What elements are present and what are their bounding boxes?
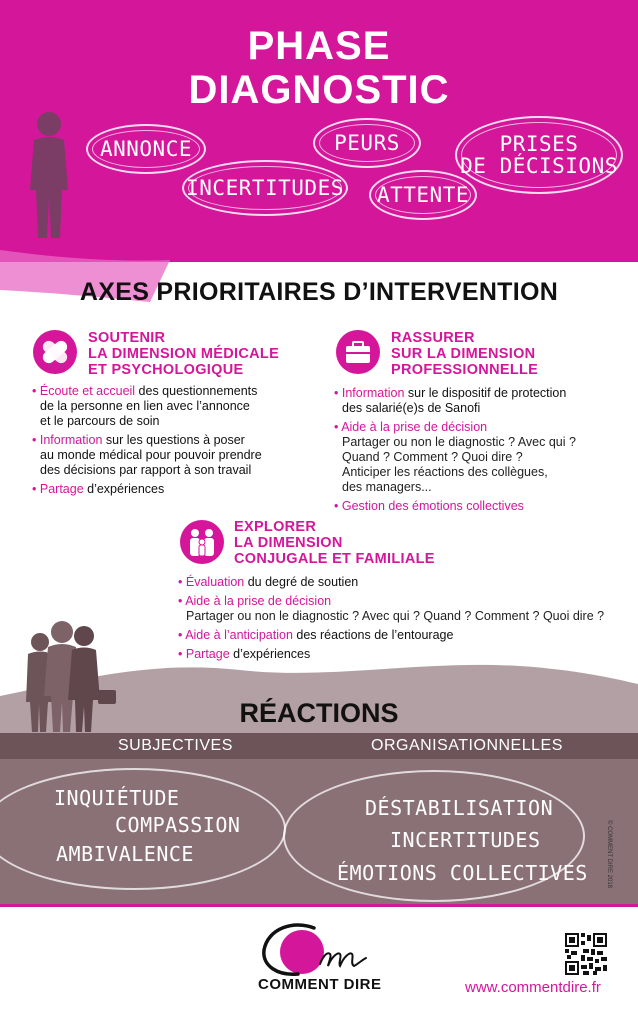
page-title-line1: PHASE	[247, 24, 391, 68]
reaction-compassion: COMPASSION	[115, 813, 241, 837]
item-cont: des décisions par rapport à son travail	[40, 463, 252, 477]
item-text: sur les questions à poser	[102, 433, 245, 447]
item-cont: des managers...	[342, 480, 432, 494]
family-title-line1: EXPLORER	[234, 519, 317, 535]
family-icon	[180, 520, 224, 564]
item-cont: de la personne en lien avec l’annonce	[40, 399, 250, 413]
medical-icon-circle	[33, 330, 77, 374]
briefcase-icon	[336, 330, 380, 374]
medical-axis-title	[88, 330, 279, 378]
item-cont: Anticiper les réactions des collègues,	[342, 465, 548, 479]
item-key: Gestion des émotions collectives	[341, 499, 524, 513]
person-silhouette-icon	[26, 110, 72, 238]
professional-title-line1: RASSURER	[391, 330, 475, 346]
item-key: Information	[341, 386, 405, 400]
medical-title-line2: LA DIMENSION MÉDICALE	[88, 346, 280, 362]
family-title-line3: CONJUGALE ET FAMILIALE	[234, 551, 435, 567]
item-cont: Partager ou non le diagnostic ? Avec qui ? Quand ? Comment ? Quoi dire ?	[186, 609, 605, 623]
item-key: Partage	[185, 647, 230, 661]
keyword-prises-label: PRISES	[499, 132, 579, 156]
logo-text: COMMENT DIRE	[258, 976, 382, 993]
item-key: Écoute et accueil	[39, 384, 136, 398]
footer-website-link[interactable]: www.commentdire.fr	[465, 979, 601, 996]
medical-list	[32, 384, 322, 501]
list-item: • Information sur le dispositif de protection des salarié(e)s de Sanofi	[334, 386, 624, 416]
reactions-title: RÉACTIONS	[239, 698, 399, 728]
subjective-label: SUBJECTIVES	[118, 737, 233, 754]
comment-dire-logo-icon	[254, 918, 384, 978]
list-item: • Écoute et accueil des questionnements de la personne en lien avec l’annonce et le parcours de soin	[32, 384, 322, 429]
item-key: Aide à la prise de décision	[341, 420, 488, 434]
item-cont: des salarié(e)s de Sanofi	[342, 401, 481, 415]
keyword-attente-label: ATTENTE	[376, 183, 469, 207]
keyword-de-decisions-label: DE DÉCISIONS	[460, 154, 618, 178]
item-text: du degré de soutien	[244, 575, 359, 589]
item-text: des réactions de l’entourage	[292, 628, 454, 642]
item-key: Information	[39, 433, 103, 447]
reaction-destabilisation: DÉSTABILISATION	[365, 796, 554, 820]
professional-title-line3: PROFESSIONNELLE	[391, 362, 539, 378]
item-cont: Quand ? Comment ? Quoi dire ?	[342, 450, 523, 464]
list-item: • Partage d’expériences	[32, 482, 165, 496]
professional-axis-title	[391, 330, 538, 378]
family-icon-circle	[180, 520, 224, 564]
list-item: • Évaluation du degré de soutien	[178, 575, 359, 589]
keyword-attente	[369, 170, 477, 220]
professional-list	[334, 386, 624, 518]
item-key: Partage	[39, 482, 84, 496]
list-item: • Aide à la prise de décision Partager ou non le diagnostic ? Avec qui ? Quand ? Comment ? Quoi dire ?	[178, 594, 628, 624]
keyword-incertitudes	[182, 160, 348, 216]
reaction-inquietude: INQUIÉTUDE	[54, 786, 180, 810]
qr-code-icon	[565, 933, 607, 975]
list-item: • Information sur les questions à poser au monde médical pour pouvoir prendre des décisions par rapport à son travail	[32, 433, 322, 478]
medical-title-line3: ET PSYCHOLOGIQUE	[88, 362, 244, 378]
item-cont: Partager ou non le diagnostic ? Avec qui ?	[342, 435, 576, 449]
header-wave	[0, 232, 638, 322]
item-key: Aide à l’anticipation	[185, 628, 293, 642]
item-cont: au monde médical pour pouvoir prendre	[40, 448, 262, 462]
organisational-label: ORGANISATIONNELLES	[371, 737, 563, 754]
list-item: • Aide à la prise de décision Partager ou non le diagnostic ? Avec qui ? Quand ? Comment ? Quoi dire ? Anticiper les réactions des collègues, des managers...	[334, 420, 624, 495]
family-title-line2: LA DIMENSION	[234, 535, 343, 551]
item-key: Évaluation	[185, 575, 245, 589]
list-item: • Gestion des émotions collectives	[334, 499, 524, 513]
axes-title: AXES PRIORITAIRES D’INTERVENTION	[79, 278, 559, 306]
keyword-annonce-label: ANNONCE	[99, 137, 192, 161]
keyword-peurs-label: PEURS	[334, 131, 400, 155]
keyword-incertitudes-label: INCERTITUDES	[186, 176, 344, 200]
reaction-ambivalence: AMBIVALENCE	[56, 842, 194, 866]
bandage-icon	[33, 330, 77, 374]
professional-title-line2: SUR LA DIMENSION	[391, 346, 536, 362]
family-axis-title	[234, 519, 435, 567]
keyword-annonce	[86, 124, 206, 174]
item-text: d’expériences	[83, 482, 165, 496]
footer-divider	[0, 904, 638, 907]
item-text: des questionnements	[135, 384, 258, 398]
item-text: sur le dispositif de protection	[404, 386, 567, 400]
item-text: d’expériences	[229, 647, 311, 661]
medical-title-line1: SOUTENIR	[88, 330, 166, 346]
list-item: • Aide à l’anticipation des réactions de l’entourage	[178, 628, 454, 642]
keyword-prises-de-decisions	[455, 116, 623, 194]
page-title-line2: DIAGNOSTIC	[188, 68, 450, 112]
item-key: Aide à la prise de décision	[185, 594, 332, 608]
copyright-text: © COMMENT DIRE 2018	[606, 820, 612, 888]
reaction-incertitudes: INCERTITUDES	[390, 828, 541, 852]
keyword-peurs	[313, 118, 421, 168]
list-item: • Partage d’expériences	[178, 647, 311, 661]
item-cont: et le parcours de soin	[40, 414, 160, 428]
reaction-emotions-collectives: ÉMOTIONS COLLECTIVES	[337, 861, 588, 885]
professional-icon-circle	[336, 330, 380, 374]
